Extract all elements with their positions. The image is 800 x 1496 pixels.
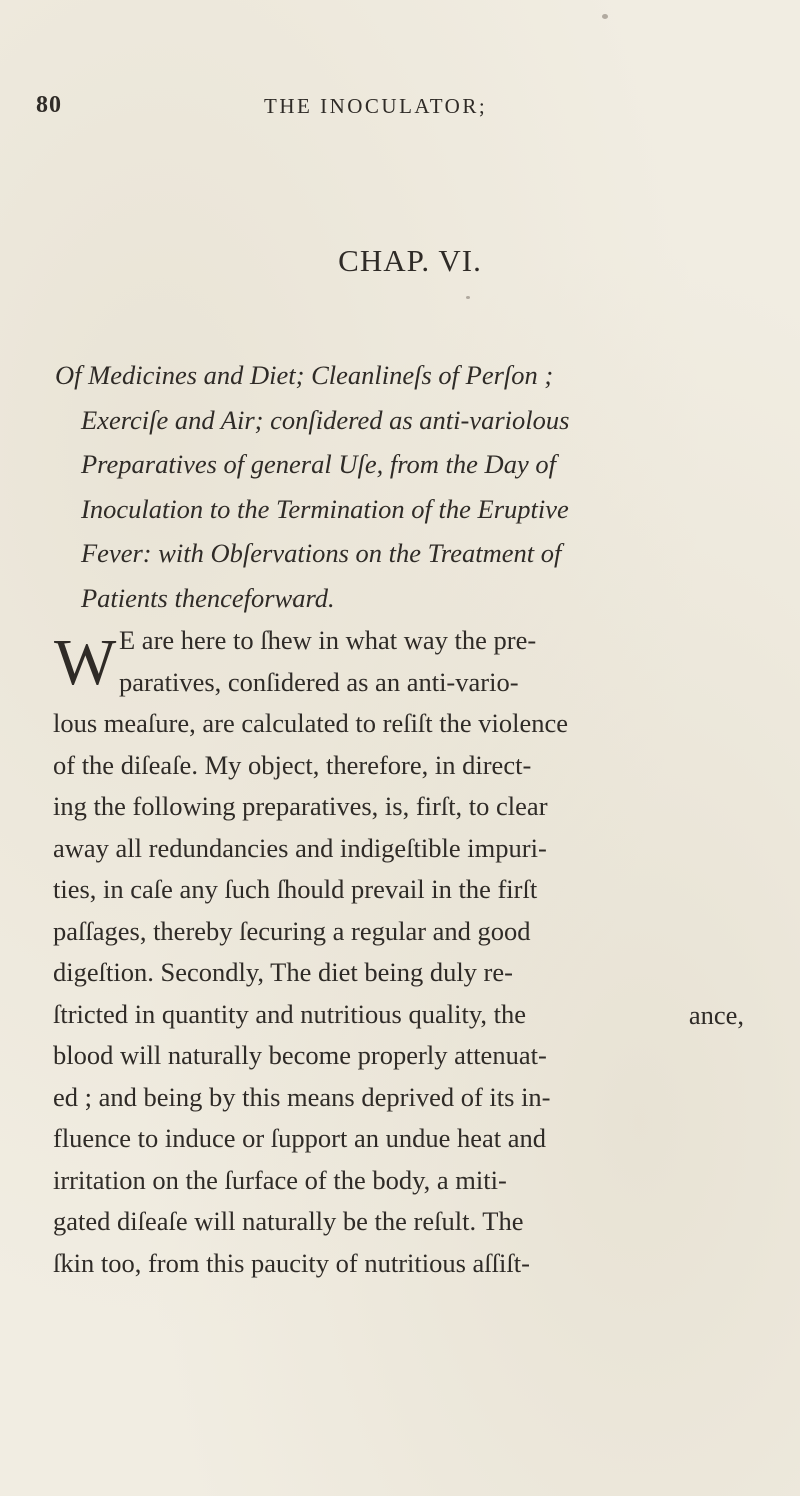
text-line: lous meaſure, are calculated to reſiſt the violence [53, 708, 569, 738]
text-line: away all redundancies and indigeſtible impuri- [53, 832, 547, 863]
text-line: ing the following preparatives, is, firſt, to clear [53, 791, 548, 821]
paper-speck [292, 598, 295, 601]
drop-cap: W [54, 626, 117, 699]
text-line: fluence to induce or ſupport an undue heat and [53, 1123, 547, 1153]
text-line: E are here to ſhew in what way the pre- [119, 625, 537, 655]
text-line: ed ; and being by this means deprived of its in- [53, 1081, 551, 1112]
page-header [36, 92, 596, 122]
text-line: of the diſeaſe. My object, therefore, in direct- [53, 749, 532, 780]
text-line: paſſages, thereby ſecuring a regular and good [53, 915, 531, 946]
text-line: blood will naturally become properly attenuat- [53, 1040, 547, 1070]
subtitle-line: Of Medicines and Diet; Cleanlineſs of Perſon ; [55, 360, 554, 390]
subtitle-line: Preparatives of general Uſe, from the Day of [81, 449, 556, 479]
chapter-title: CHAP. VI. [338, 243, 482, 278]
text-line: irritation on the ſurface of the body, a miti- [53, 1164, 507, 1195]
subtitle-line: Inoculation to the Termination of the Eruptive [81, 493, 569, 524]
text-line: ties, in caſe any ſuch ſhould prevail in the firſt [53, 874, 538, 904]
text-line: paratives, conſidered as an anti-vario- [119, 666, 519, 697]
catchword: ance, [688, 1000, 744, 1030]
text-line: gated diſeaſe will naturally be the reſult. The [53, 1206, 524, 1236]
subtitle-line: Exerciſe and Air; conſidered as anti-variolous [81, 404, 570, 435]
text-line: ſtricted in quantity and nutritious quality, the [53, 998, 526, 1029]
chapter-subtitle [55, 353, 755, 620]
text-line: digeſtion. Secondly, The diet being duly re- [53, 957, 513, 987]
running-head: THE INOCULATOR; [264, 94, 488, 118]
subtitle-line: Fever: with Obſervations on the Treatment of [81, 538, 562, 568]
body-paragraph [53, 620, 753, 1284]
text-line: ſkin too, from this paucity of nutritious aſſiſt- [53, 1247, 530, 1278]
page-number: 80 [36, 92, 62, 118]
subtitle-line: Patients thenceforward. [81, 582, 335, 613]
paper-speck [602, 14, 608, 19]
paper-speck [466, 296, 470, 299]
